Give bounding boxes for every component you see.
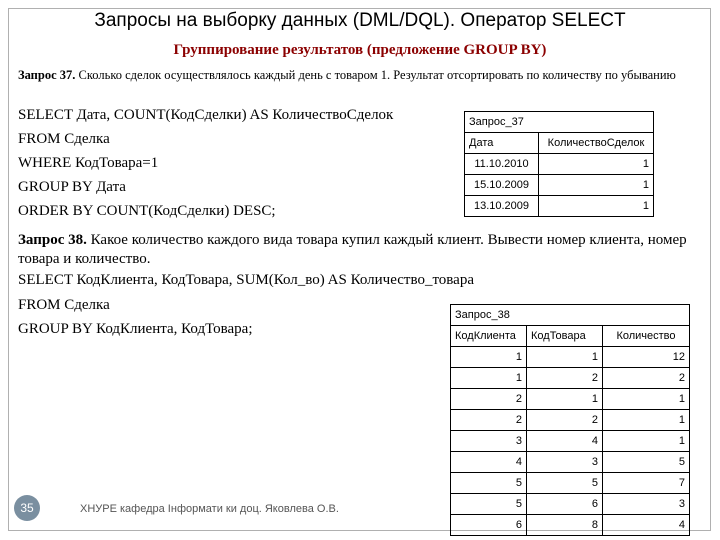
table-row (451, 452, 690, 473)
page-number-badge: 35 (14, 495, 40, 521)
table-cell: 5 (603, 452, 690, 473)
table-cell: 5 (451, 473, 527, 494)
table-header-row (451, 326, 690, 347)
query-37-label: Запрос 37. (18, 68, 76, 82)
table-cell: 5 (451, 494, 527, 515)
table-row (465, 196, 654, 217)
table-row (451, 494, 690, 515)
table-row (451, 473, 690, 494)
table-row (451, 347, 690, 368)
table-cell: 1 (603, 431, 690, 452)
table-cell: 2 (527, 410, 603, 431)
table-row (451, 431, 690, 452)
sql-37-line-4: GROUP BY Дата (18, 179, 126, 195)
query-38-label: Запрос 38. (18, 232, 87, 248)
table-cell: 1 (527, 347, 603, 368)
table-cell: 3 (451, 431, 527, 452)
column-header: Количество (603, 326, 690, 347)
table-cell: 1 (451, 368, 527, 389)
sql-37-line-3: WHERE КодТовара=1 (18, 155, 159, 171)
table-cell: 5 (527, 473, 603, 494)
table-cell: 12 (603, 347, 690, 368)
query-37-description (18, 67, 703, 83)
table-cell: 1 (539, 196, 654, 217)
table-row (451, 368, 690, 389)
column-header: КодКлиента (451, 326, 527, 347)
sql-38-line-3: GROUP BY КодКлиента, КодТовара; (18, 321, 253, 337)
table-row (465, 154, 654, 175)
sql-37-line-1: SELECT Дата, COUNT(КодСделки) AS КоличествоСделок (18, 107, 394, 123)
table-cell: 8 (527, 515, 603, 536)
table-cell: 1 (451, 347, 527, 368)
column-header: Дата (465, 133, 539, 154)
table-caption: Запрос_38 (451, 305, 690, 326)
table-cell: 1 (527, 389, 603, 410)
table-cell: 3 (603, 494, 690, 515)
table-cell: 2 (603, 368, 690, 389)
sql-37-line-5: ORDER BY COUNT(КодСделки) DESC; (18, 203, 276, 219)
table-cell: 11.10.2010 (465, 154, 539, 175)
table-cell: 2 (527, 368, 603, 389)
table-caption: Запрос_37 (465, 112, 654, 133)
slide-subtitle: Группирование результатов (предложение GROUP BY) (173, 42, 547, 58)
result-table-37 (464, 111, 654, 217)
table-header-row (465, 133, 654, 154)
table-row (451, 515, 690, 536)
table-cell: 1 (539, 175, 654, 196)
table-cell: 4 (527, 431, 603, 452)
table-cell: 15.10.2009 (465, 175, 539, 196)
sql-38-line-2: FROM Сделка (18, 297, 110, 313)
column-header: КоличествоСделок (539, 133, 654, 154)
table-cell: 4 (603, 515, 690, 536)
slide-title: Запросы на выборку данных (DML/DQL). Оператор SELECT (94, 10, 626, 31)
query-37-text: Сколько сделок осуществлялось каждый день с товаром 1. Результат отсортировать по количеству по убыванию (75, 68, 676, 82)
table-cell: 3 (527, 452, 603, 473)
table-cell: 1 (603, 410, 690, 431)
column-header: КодТовара (527, 326, 603, 347)
sql-38-line-1: SELECT КодКлиента, КодТовара, SUM(Кол_во) AS Количество_товара (18, 272, 474, 288)
table-row (451, 389, 690, 410)
table-row (465, 175, 654, 196)
table-row (451, 410, 690, 431)
table-cell: 4 (451, 452, 527, 473)
table-cell: 1 (539, 154, 654, 175)
table-cell: 7 (603, 473, 690, 494)
table-cell: 6 (451, 515, 527, 536)
query-38-text: Какое количество каждого вида товара купил каждый клиент. Вывести номер клиента, номер товара и количество. (18, 232, 687, 267)
table-cell: 13.10.2009 (465, 196, 539, 217)
table-caption-row (465, 112, 654, 133)
table-cell: 6 (527, 494, 603, 515)
sql-37-line-2: FROM Сделка (18, 131, 110, 147)
table-cell: 2 (451, 410, 527, 431)
footer-text: ХНУРЕ кафедра Інформати ки доц. Яковлева О.В. (80, 503, 339, 515)
query-38-description (18, 231, 708, 269)
table-caption-row (451, 305, 690, 326)
table-cell: 1 (603, 389, 690, 410)
result-table-38 (450, 304, 690, 536)
table-cell: 2 (451, 389, 527, 410)
